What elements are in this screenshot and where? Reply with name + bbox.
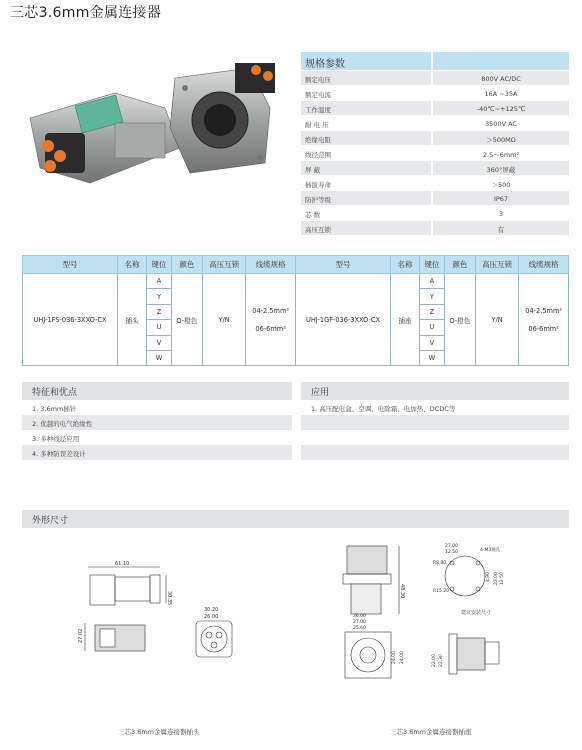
- socket-h1-label: 24.00: [392, 651, 397, 664]
- socket-front-drawing: [335, 612, 420, 682]
- mount-r1-label: R8.80: [433, 561, 447, 566]
- interlock-cell: Y/N: [475, 274, 518, 366]
- list-item: 4. 多种防误差设计: [22, 445, 292, 460]
- spec-label: 插拔寿命: [301, 176, 431, 190]
- table-row: [23, 274, 569, 289]
- model-col-header: 型号: [295, 256, 390, 274]
- spec-value: -40℃~+125℃: [433, 101, 569, 115]
- list-item: 3. 多种线径应用: [32, 435, 80, 443]
- model-col-header: 颜色: [444, 256, 475, 274]
- key-cell: Y: [147, 289, 172, 304]
- color-cell: O-橙色: [171, 274, 202, 366]
- spec-label: 额定电压: [301, 71, 431, 85]
- spec-value: 3500V AC: [433, 116, 569, 130]
- socket-caption: 三芯3.6mm金属连接器插座: [390, 728, 472, 736]
- mount-r2-label: R15.20: [433, 589, 450, 594]
- spec-table: [301, 52, 569, 235]
- model-number-cell: UHJ-1FS-036-3XXO-CX: [23, 274, 118, 366]
- features-header: 特征和优点: [22, 382, 292, 400]
- spec-label: 线径范围: [301, 146, 431, 160]
- key-cell: V: [420, 335, 445, 350]
- spec-value: IP67: [433, 191, 569, 205]
- socket-h4-label: 22.30: [439, 654, 444, 667]
- model-col-header: 线缆规格: [519, 256, 569, 274]
- plug-front-drawing: [190, 605, 240, 665]
- model-col-header: 名称: [118, 256, 147, 274]
- model-col-header: 高压互锁: [475, 256, 518, 274]
- list-item: [22, 460, 292, 475]
- key-cell: A: [147, 274, 172, 289]
- list-item: [301, 445, 569, 460]
- cable-spec-2: 06-6mm²: [528, 324, 559, 333]
- spec-label: 高压互锁: [301, 221, 431, 235]
- list-item: 1. 3.6mm插针: [32, 405, 77, 413]
- spec-value: 2.5～6mm²: [433, 146, 569, 160]
- model-col-header: 线缆规格: [246, 256, 296, 274]
- socket-h-label: 48.30: [399, 584, 405, 599]
- model-col-header: 高压互锁: [202, 256, 245, 274]
- spec-label: 绝缘电阻: [301, 131, 431, 145]
- model-number-cell: UHJ-1GF-036-3XXO-CX: [295, 274, 390, 366]
- cable-cell: [519, 274, 569, 366]
- key-cell: Z: [420, 304, 445, 319]
- spec-label: 防护等级: [301, 191, 431, 205]
- socket-profile-drawing: [425, 622, 515, 682]
- list-item: 2. 优越的电气绝缘性: [22, 415, 292, 430]
- mount-hole-label: 4-M3通孔: [480, 548, 501, 553]
- spec-value: 16A ~35A: [433, 86, 569, 100]
- plug-w1-label: 30.20: [204, 607, 219, 613]
- spec-row: [301, 115, 569, 130]
- model-col-header: 键位: [420, 256, 445, 274]
- model-col-header: 键位: [147, 256, 172, 274]
- cable-spec-2: 06-6mm²: [255, 324, 286, 333]
- model-name-cell: 插座: [391, 274, 420, 366]
- spec-value: ＞500: [433, 176, 569, 190]
- plug-len-label: 61.10: [115, 561, 130, 567]
- key-cell: U: [147, 320, 172, 335]
- features-section: [22, 382, 292, 475]
- page-title: 三芯3.6mm金属连接器: [10, 5, 162, 21]
- spec-header: [301, 52, 569, 70]
- socket-h3-label: 22.00: [432, 654, 437, 667]
- spec-label: 屏 蔽: [301, 161, 431, 175]
- key-cell: Y: [420, 289, 445, 304]
- spec-row: [301, 205, 569, 220]
- model-name-cell: 插头: [118, 274, 147, 366]
- cable-spec-1: 04-2.5mm²: [252, 306, 290, 315]
- mount-w2-label: 12.50: [445, 550, 458, 555]
- key-cell: W: [420, 350, 445, 365]
- list-item: [301, 460, 569, 475]
- color-cell: O-橙色: [444, 274, 475, 366]
- spec-row: [301, 190, 569, 205]
- spec-value: 800V AC/DC: [433, 71, 569, 85]
- model-col-header: 型号: [23, 256, 118, 274]
- model-table: [22, 255, 569, 366]
- mount-d3-label: 12.50: [500, 572, 505, 585]
- mount-d1-label: 23.00: [494, 572, 499, 585]
- mount-caption: 建议安装尺寸: [461, 610, 492, 616]
- spec-row: [301, 175, 569, 190]
- cable-cell: [246, 274, 296, 366]
- model-col-header: 名称: [391, 256, 420, 274]
- list-item: [301, 430, 569, 445]
- spec-value: ＞500MΩ: [433, 131, 569, 145]
- spec-value: 360°屏蔽: [433, 161, 569, 175]
- spec-row: [301, 85, 569, 100]
- spec-row: [301, 100, 569, 115]
- product-photo: [20, 48, 290, 208]
- interlock-cell: Y/N: [202, 274, 245, 366]
- plug-drawing: [70, 545, 200, 655]
- spec-value: 有: [433, 221, 569, 235]
- spec-row: [301, 70, 569, 85]
- list-item: [301, 415, 569, 430]
- key-cell: U: [420, 320, 445, 335]
- spec-label: 耐 电 压: [301, 116, 431, 130]
- dimensions-header: 外形尺寸: [22, 510, 569, 528]
- application-section: [301, 382, 569, 475]
- model-col-header: 颜色: [171, 256, 202, 274]
- plug-h2-label: 27.02: [78, 628, 84, 643]
- spec-label: 工作温度: [301, 101, 431, 115]
- key-cell: W: [147, 350, 172, 365]
- key-cell: Z: [147, 304, 172, 319]
- socket-h2-label: 24.00: [400, 651, 405, 664]
- application-header: 应用: [301, 382, 569, 400]
- mount-drawing: [425, 540, 510, 620]
- key-cell: V: [147, 335, 172, 350]
- spec-label: 额定电流: [301, 86, 431, 100]
- spec-value: 3: [433, 206, 569, 220]
- socket-w2-label: 27.00: [353, 620, 366, 625]
- spec-row: [301, 145, 569, 160]
- spec-label: 芯 数: [301, 206, 431, 220]
- plug-w2-label: 26.00: [204, 614, 219, 620]
- plug-h-label: 30.35: [166, 591, 172, 606]
- list-item: 1. 高压配电盒、空调、电除霜、电加热、DCDC等: [311, 405, 456, 413]
- socket-w1-label: 36.00: [353, 614, 366, 619]
- spec-header-label: 规格参数: [301, 52, 431, 70]
- spec-row: [301, 130, 569, 145]
- mount-d2-label: 4.90: [486, 571, 491, 582]
- spec-row: [301, 160, 569, 175]
- socket-w3-label: 25.60: [353, 626, 366, 631]
- mount-w1-label: 27.00: [445, 544, 458, 549]
- plug-caption: 三芯3.6mm金属连接器插头: [118, 728, 200, 736]
- cable-spec-1: 04-2.5mm²: [525, 306, 563, 315]
- key-cell: A: [420, 274, 445, 289]
- spec-row: [301, 220, 569, 235]
